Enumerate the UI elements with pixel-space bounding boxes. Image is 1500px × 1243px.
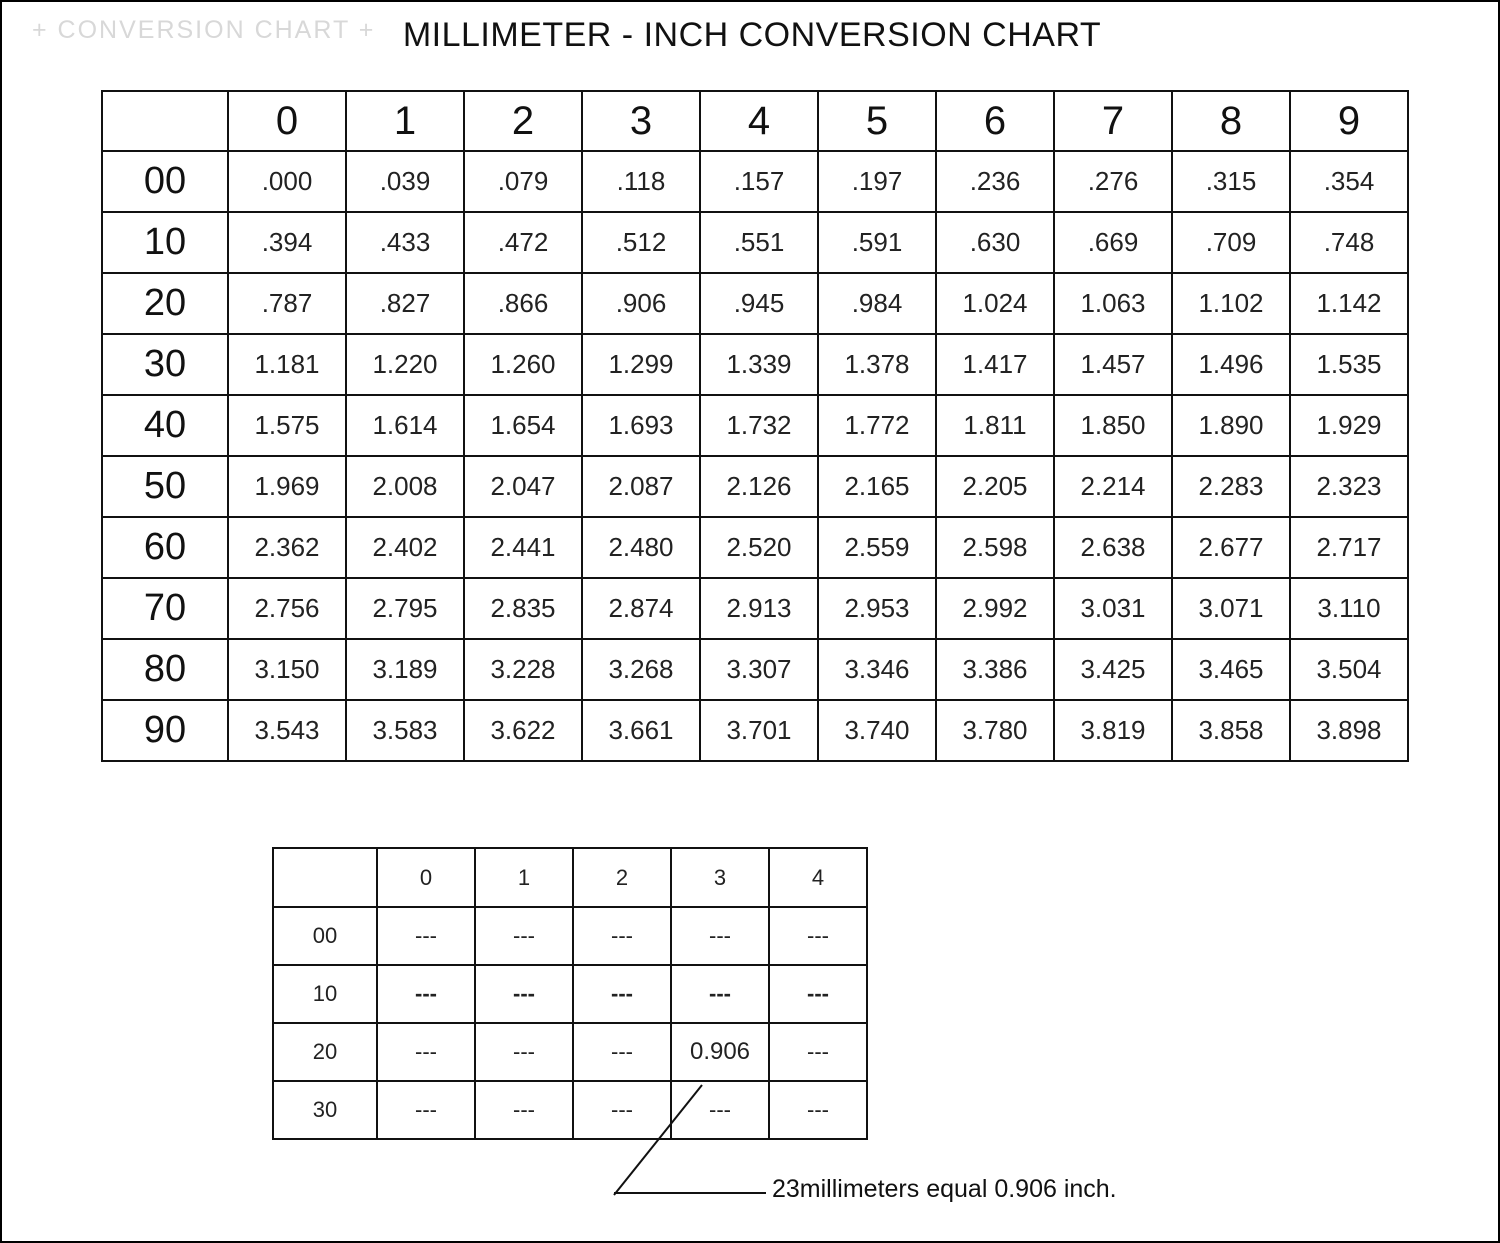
main-table-cell: 3.307 [700, 639, 818, 700]
main-table-cell: 2.717 [1290, 517, 1408, 578]
main-table-cell: 3.898 [1290, 700, 1408, 761]
main-table-cell: 1.339 [700, 334, 818, 395]
table-row [102, 395, 1408, 456]
table-row [273, 1023, 867, 1081]
example-table-cell: --- [573, 1081, 671, 1139]
example-table-cell: --- [377, 1081, 475, 1139]
main-table-cell: .000 [228, 151, 346, 212]
example-table-cell: --- [377, 907, 475, 965]
main-table-cell: 1.024 [936, 273, 1054, 334]
main-table-cell: 3.819 [1054, 700, 1172, 761]
main-table-cell: 3.622 [464, 700, 582, 761]
main-table-cell: .787 [228, 273, 346, 334]
main-table-col-header-0: 0 [228, 91, 346, 151]
main-table-cell: 2.795 [346, 578, 464, 639]
main-table-cell: .709 [1172, 212, 1290, 273]
main-table-cell: 1.378 [818, 334, 936, 395]
main-table-col-header-2: 2 [464, 91, 582, 151]
example-table-cell: --- [573, 907, 671, 965]
table-row [102, 578, 1408, 639]
table-row [102, 456, 1408, 517]
main-table-cell: 1.969 [228, 456, 346, 517]
main-table-row-header-40: 40 [102, 395, 228, 456]
main-table-row-header-30: 30 [102, 334, 228, 395]
main-table-cell: 1.811 [936, 395, 1054, 456]
example-table-cell: --- [475, 965, 573, 1023]
main-table-col-header-1: 1 [346, 91, 464, 151]
example-table-highlighted-cell: 0.906 [671, 1023, 769, 1081]
main-table-cell: 3.740 [818, 700, 936, 761]
main-table-cell: 2.047 [464, 456, 582, 517]
main-table-col-header-4: 4 [700, 91, 818, 151]
table-row [102, 700, 1408, 761]
main-conversion-table-container [101, 90, 1409, 762]
example-table-col-header-3: 3 [671, 848, 769, 907]
example-table-row-header-00: 00 [273, 907, 377, 965]
main-table-col-header-6: 6 [936, 91, 1054, 151]
main-table-cell: 3.780 [936, 700, 1054, 761]
main-table-cell: 3.189 [346, 639, 464, 700]
main-table-cell: .669 [1054, 212, 1172, 273]
example-table-cell: --- [377, 1023, 475, 1081]
main-table-cell: 3.701 [700, 700, 818, 761]
main-table-cell: .354 [1290, 151, 1408, 212]
main-table-cell: 1.575 [228, 395, 346, 456]
example-table-cell: --- [671, 965, 769, 1023]
main-table-cell: 3.071 [1172, 578, 1290, 639]
main-table-cell: 1.614 [346, 395, 464, 456]
main-table-header [102, 91, 1408, 151]
example-table-cell: --- [573, 965, 671, 1023]
main-table-cell: 3.268 [582, 639, 700, 700]
main-table-cell: 2.008 [346, 456, 464, 517]
main-table-cell: .748 [1290, 212, 1408, 273]
main-table-cell: .984 [818, 273, 936, 334]
example-table-col-header-0: 0 [377, 848, 475, 907]
main-table-cell: 2.165 [818, 456, 936, 517]
main-table-cell: 2.214 [1054, 456, 1172, 517]
main-table-cell: 3.031 [1054, 578, 1172, 639]
main-table-cell: .197 [818, 151, 936, 212]
main-table-cell: 2.992 [936, 578, 1054, 639]
main-table-col-header-3: 3 [582, 91, 700, 151]
main-table-cell: 3.661 [582, 700, 700, 761]
main-table-row-header-60: 60 [102, 517, 228, 578]
main-table-col-header-7: 7 [1054, 91, 1172, 151]
main-table-cell: .157 [700, 151, 818, 212]
main-table-cell: 1.142 [1290, 273, 1408, 334]
main-table-cell: 1.260 [464, 334, 582, 395]
main-table-row-header-70: 70 [102, 578, 228, 639]
example-table-col-header-2: 2 [573, 848, 671, 907]
main-table-header-row [102, 91, 1408, 151]
main-table-cell: 3.465 [1172, 639, 1290, 700]
main-table-cell: .315 [1172, 151, 1290, 212]
main-table-corner-cell [102, 91, 228, 151]
table-row [102, 517, 1408, 578]
main-table-row-header-90: 90 [102, 700, 228, 761]
example-table-cell: --- [475, 1081, 573, 1139]
example-table-cell: --- [769, 907, 867, 965]
table-row [102, 334, 1408, 395]
main-table-cell: 1.535 [1290, 334, 1408, 395]
main-table-cell: .827 [346, 273, 464, 334]
main-table-cell: 2.520 [700, 517, 818, 578]
main-table-col-header-5: 5 [818, 91, 936, 151]
example-table-row-header-10: 10 [273, 965, 377, 1023]
main-table-cell: .630 [936, 212, 1054, 273]
main-table-cell: 1.102 [1172, 273, 1290, 334]
main-table-cell: .276 [1054, 151, 1172, 212]
example-table-cell: --- [769, 965, 867, 1023]
main-table-cell: .236 [936, 151, 1054, 212]
main-table-cell: 3.425 [1054, 639, 1172, 700]
main-table-cell: 2.598 [936, 517, 1054, 578]
main-table-cell: 1.850 [1054, 395, 1172, 456]
main-table-cell: .079 [464, 151, 582, 212]
main-table-cell: .906 [582, 273, 700, 334]
main-table-cell: 1.654 [464, 395, 582, 456]
main-table-cell: 2.677 [1172, 517, 1290, 578]
main-table-row-header-20: 20 [102, 273, 228, 334]
main-table-cell: .551 [700, 212, 818, 273]
main-table-cell: 1.299 [582, 334, 700, 395]
main-table-cell: 2.205 [936, 456, 1054, 517]
main-table-cell: 1.890 [1172, 395, 1290, 456]
main-table-cell: 2.402 [346, 517, 464, 578]
main-table-cell: 2.835 [464, 578, 582, 639]
main-table-body [102, 151, 1408, 761]
main-table-cell: 3.346 [818, 639, 936, 700]
example-table-row-header-20: 20 [273, 1023, 377, 1081]
main-table-cell: .118 [582, 151, 700, 212]
main-table-cell: 1.417 [936, 334, 1054, 395]
main-table-cell: 1.929 [1290, 395, 1408, 456]
main-table-cell: 2.283 [1172, 456, 1290, 517]
main-table-cell: 2.756 [228, 578, 346, 639]
example-table-col-header-4: 4 [769, 848, 867, 907]
main-table-cell: .512 [582, 212, 700, 273]
main-table-cell: 1.772 [818, 395, 936, 456]
example-table-header-row [273, 848, 867, 907]
main-table-cell: 2.323 [1290, 456, 1408, 517]
main-table-row-header-50: 50 [102, 456, 228, 517]
example-table-row-header-30: 30 [273, 1081, 377, 1139]
example-table-cell: --- [671, 1081, 769, 1139]
main-table-cell: 1.732 [700, 395, 818, 456]
main-table-cell: 2.638 [1054, 517, 1172, 578]
main-table-cell: 3.386 [936, 639, 1054, 700]
main-conversion-table [101, 90, 1409, 762]
main-table-cell: 2.087 [582, 456, 700, 517]
example-table-header [273, 848, 867, 907]
table-row [102, 639, 1408, 700]
main-table-cell: 2.874 [582, 578, 700, 639]
main-table-cell: 3.858 [1172, 700, 1290, 761]
table-row [102, 151, 1408, 212]
example-table-corner-cell [273, 848, 377, 907]
example-table-cell: --- [475, 1023, 573, 1081]
main-table-cell: .039 [346, 151, 464, 212]
main-table-cell: 1.496 [1172, 334, 1290, 395]
main-table-cell: 1.457 [1054, 334, 1172, 395]
main-table-cell: 1.220 [346, 334, 464, 395]
main-table-cell: 1.063 [1054, 273, 1172, 334]
main-table-col-header-8: 8 [1172, 91, 1290, 151]
main-table-cell: 3.583 [346, 700, 464, 761]
watermark-text: + CONVERSION CHART + [32, 16, 376, 44]
main-table-cell: 1.181 [228, 334, 346, 395]
example-table-cell: --- [475, 907, 573, 965]
example-table-cell: --- [573, 1023, 671, 1081]
main-table-row-header-00: 00 [102, 151, 228, 212]
main-table-cell: 3.150 [228, 639, 346, 700]
main-table-row-header-80: 80 [102, 639, 228, 700]
callout-underline [614, 1192, 766, 1194]
callout-leader-line [592, 1077, 792, 1207]
main-table-cell: 3.543 [228, 700, 346, 761]
example-table-cell: --- [377, 965, 475, 1023]
main-table-cell: 3.504 [1290, 639, 1408, 700]
main-table-row-header-10: 10 [102, 212, 228, 273]
main-table-cell: 2.480 [582, 517, 700, 578]
main-table-cell: 2.913 [700, 578, 818, 639]
example-table-cell: --- [769, 1023, 867, 1081]
main-table-cell: .472 [464, 212, 582, 273]
page-title: MILLIMETER - INCH CONVERSION CHART [402, 16, 1102, 54]
main-table-cell: 2.559 [818, 517, 936, 578]
table-row [102, 212, 1408, 273]
main-table-cell: .945 [700, 273, 818, 334]
main-table-col-header-9: 9 [1290, 91, 1408, 151]
table-row [273, 965, 867, 1023]
table-row [102, 273, 1408, 334]
table-row [273, 907, 867, 965]
main-table-cell: 2.362 [228, 517, 346, 578]
main-table-cell: 2.126 [700, 456, 818, 517]
main-table-cell: 1.693 [582, 395, 700, 456]
main-table-cell: 3.228 [464, 639, 582, 700]
main-table-cell: .394 [228, 212, 346, 273]
example-table-col-header-1: 1 [475, 848, 573, 907]
main-table-cell: 3.110 [1290, 578, 1408, 639]
main-table-cell: 2.441 [464, 517, 582, 578]
main-table-cell: 2.953 [818, 578, 936, 639]
example-table-cell: --- [769, 1081, 867, 1139]
callout-text: 23millimeters equal 0.906 inch. [772, 1175, 1117, 1203]
main-table-cell: .866 [464, 273, 582, 334]
main-table-cell: .591 [818, 212, 936, 273]
main-table-cell: .433 [346, 212, 464, 273]
example-table-cell: --- [671, 907, 769, 965]
